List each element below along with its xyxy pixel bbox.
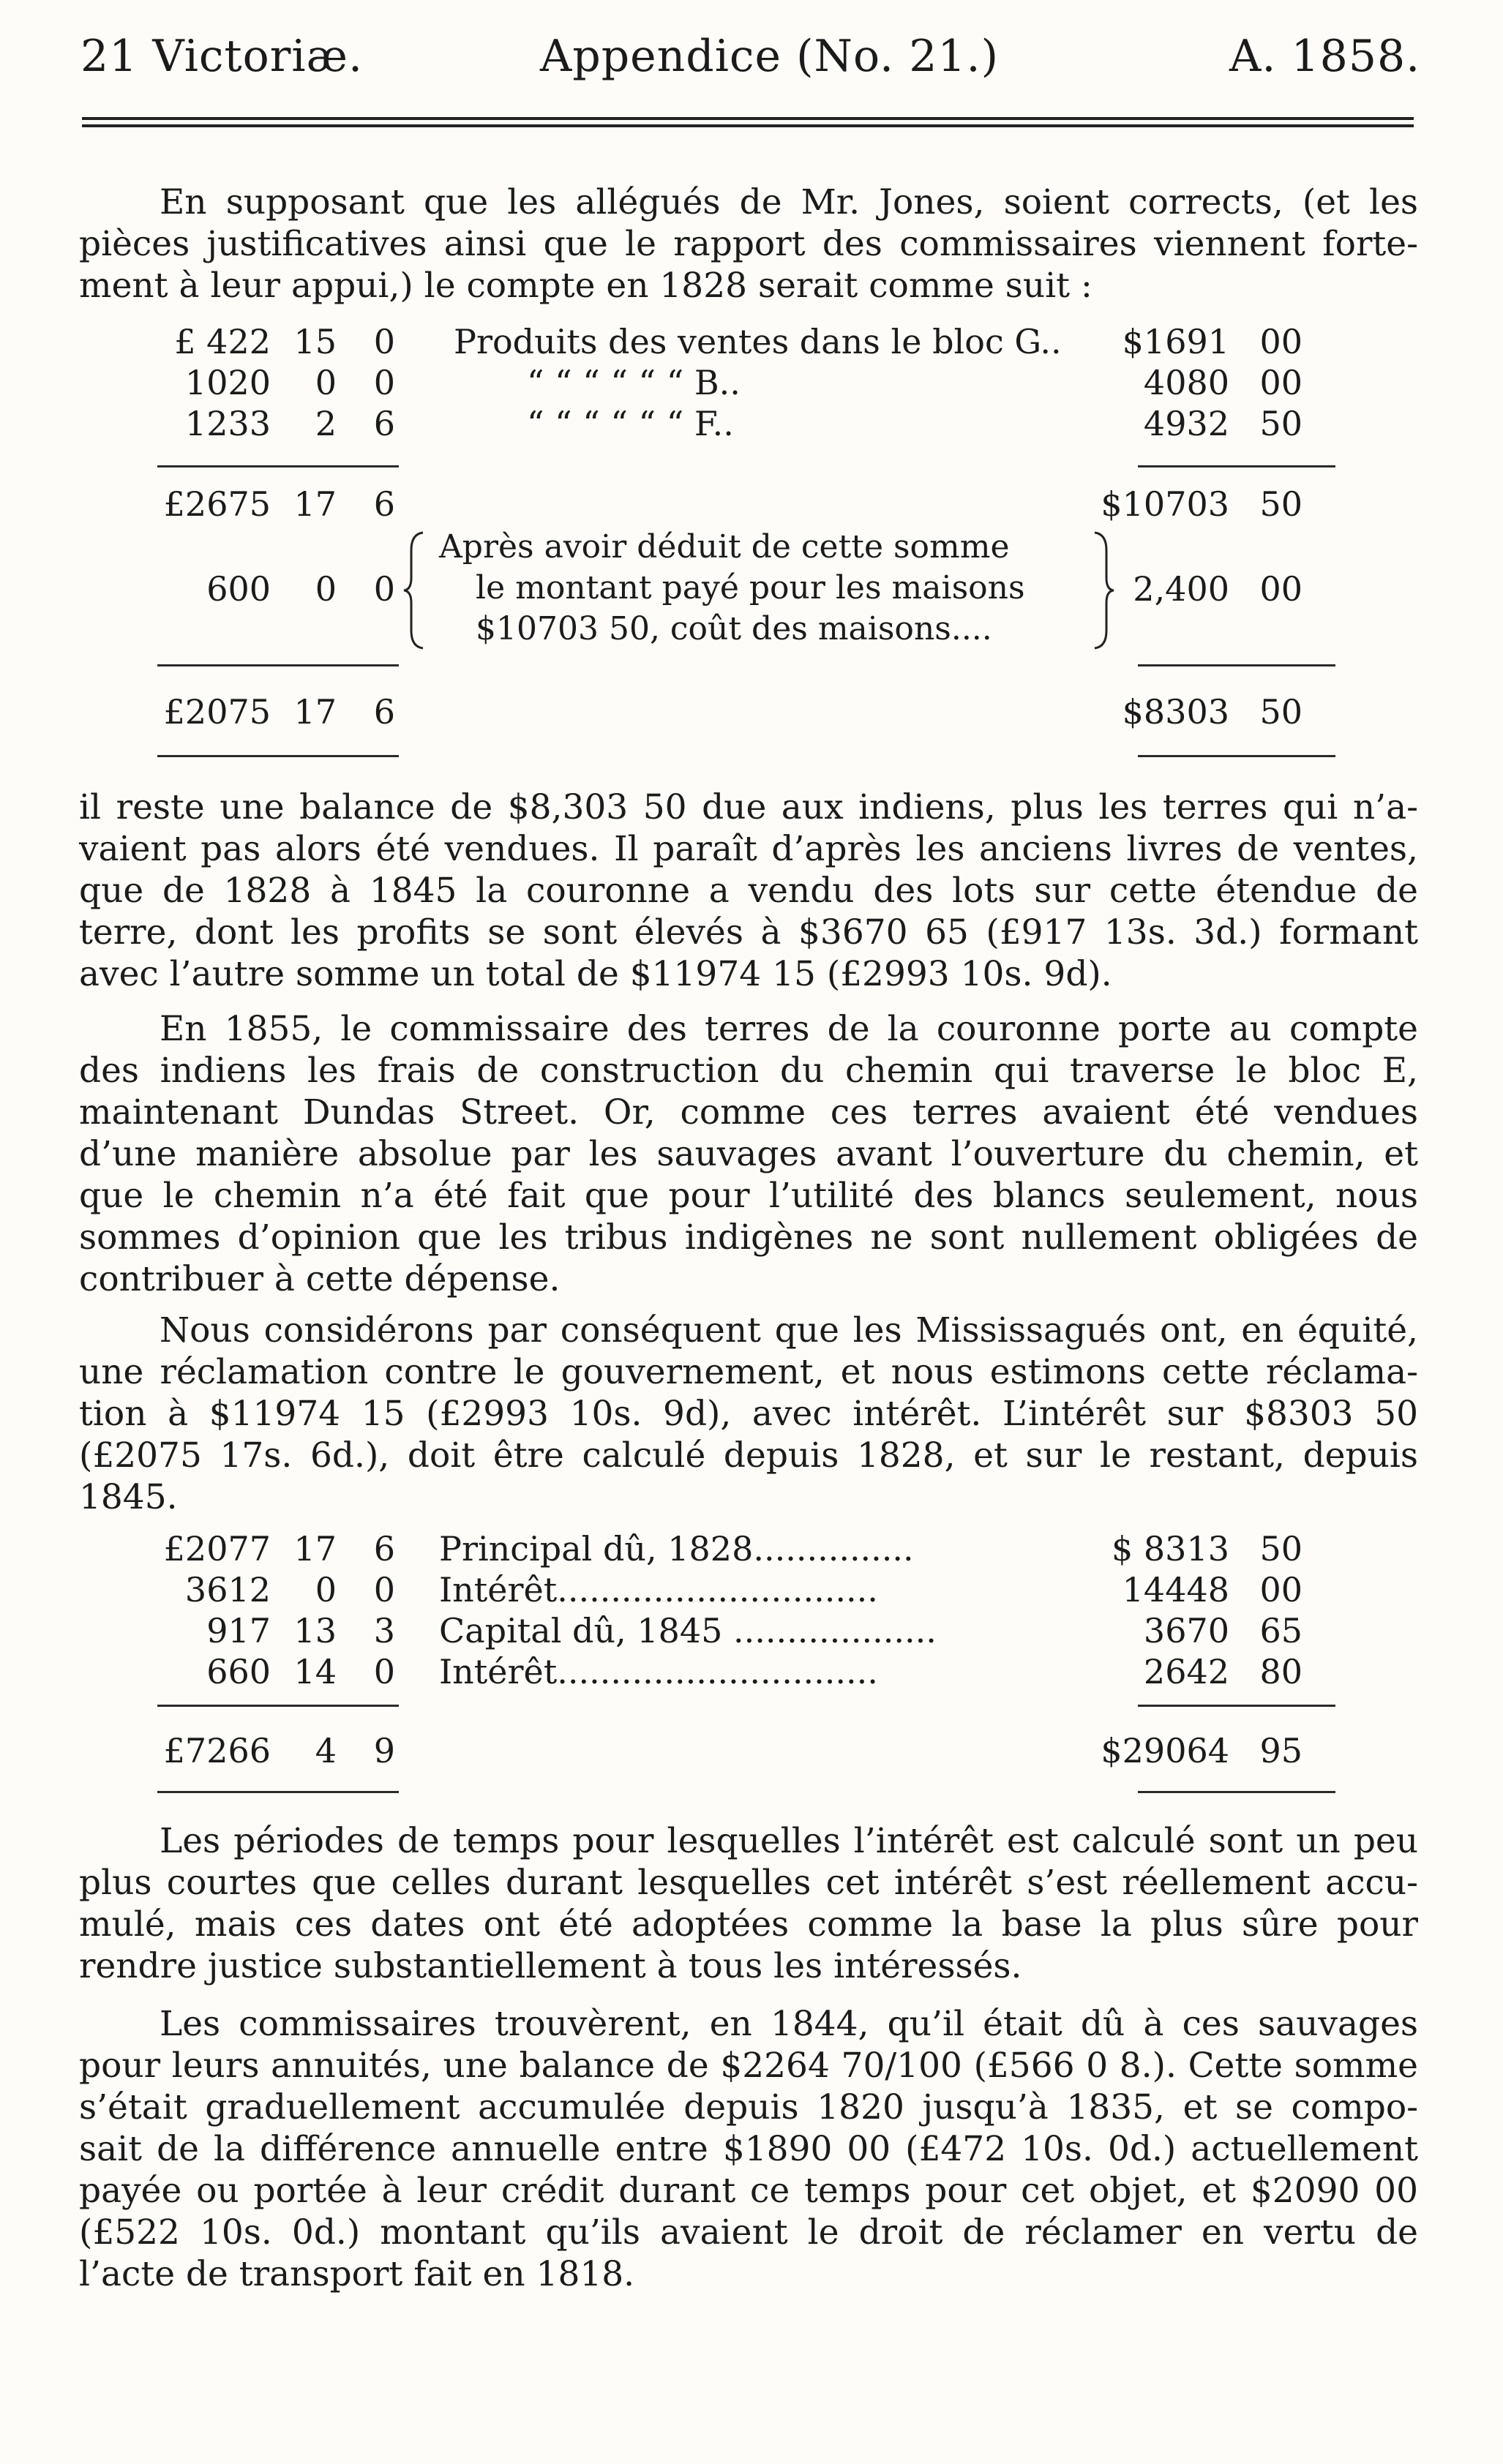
pence-cell: 0	[373, 322, 395, 361]
cents-cell: 00	[1259, 363, 1303, 402]
dollars-cell: 4080	[1143, 363, 1229, 402]
shillings-cell: 17	[293, 484, 337, 524]
text-line: d’une manière absolue par les sauvages avant l’ouverture du chemin, et	[79, 1134, 1418, 1174]
shillings-cell: 0	[315, 569, 337, 609]
text-line: une réclamation contre le gouvernement, et nous estimons cette réclama-	[79, 1352, 1418, 1392]
text-line: l’acte de transport fait en 1818.	[79, 2254, 635, 2294]
row-label: Intérêt..............................	[439, 1652, 878, 1691]
dollars-cell: $1691	[1122, 322, 1229, 361]
dollars-cell: $8303	[1122, 692, 1229, 732]
paragraph-claim	[79, 1310, 1418, 1518]
pence-cell: 0	[373, 1570, 395, 1610]
text-line: tion à $11974 15 (£2993 10s. 9d), avec intérêt. L’intérêt sur $8303 50	[79, 1394, 1418, 1434]
dollars-cell: $29064	[1101, 1731, 1229, 1770]
text-line: s’était graduellement accumulée depuis 1820 jusqu’à 1835, et se compo-	[79, 2087, 1418, 2127]
text-line: contribuer à cette dépense.	[79, 1259, 561, 1299]
header-session: 21 Victoriæ.	[80, 31, 364, 82]
deduction-label-line: Après avoir déduit de cette somme	[439, 528, 1010, 566]
sum-rule	[157, 755, 399, 757]
text-line: avec l’autre somme un total de $11974 15 (£2993 10s. 9d).	[79, 954, 1112, 994]
text-line: sait de la différence annuelle entre $1890 00 (£472 10s. 0d.) actuellement	[79, 2129, 1418, 2169]
shillings-cell: 4	[315, 1731, 337, 1770]
text-line: que de 1828 à 1845 la couronne a vendu des lots sur cette étendue de	[79, 871, 1418, 911]
pence-cell: 6	[373, 1529, 395, 1569]
row-label: Capital dû, 1845 ...................	[439, 1611, 937, 1650]
cents-cell: 95	[1259, 1731, 1303, 1770]
text-line: ment à leur appui,) le compte en 1828 serait comme suit :	[79, 266, 1092, 306]
pence-cell: 6	[373, 404, 395, 443]
text-line: En 1855, le commissaire des terres de la couronne porte au compte	[160, 1009, 1418, 1049]
pounds-cell: £2675	[163, 484, 271, 524]
deduction-label-line: $10703 50, coût des maisons....	[476, 610, 992, 647]
text-line: des indiens les frais de construction du chemin qui traverse le bloc E,	[79, 1051, 1418, 1091]
pounds-cell: £ 422	[174, 322, 271, 361]
text-line: (£522 10s. 0d.) montant qu’ils avaient le droit de réclamer en vertu de	[79, 2212, 1418, 2253]
shillings-cell: 0	[315, 1570, 337, 1610]
shillings-cell: 2	[315, 404, 337, 443]
pence-cell: 9	[373, 1731, 395, 1770]
text-line: mulé, mais ces dates ont été adoptées comme la base la plus sûre pour	[79, 1904, 1418, 1945]
cents-cell: 50	[1259, 692, 1303, 732]
header-appendix: Appendice (No. 21.)	[540, 31, 1000, 82]
pounds-cell: £2075	[163, 692, 271, 732]
left-brace-icon	[401, 528, 430, 653]
header-rule	[82, 117, 1414, 120]
text-line: terre, dont les profits se sont élevés à $3670 65 (£917 13s. 3d.) formant	[79, 912, 1418, 953]
sum-rule	[1138, 1791, 1335, 1793]
dollars-cell: 3670	[1143, 1611, 1229, 1650]
row-label: Produits des ventes dans le bloc G..	[454, 322, 1062, 361]
row-label: “ “ “ “ “ “ B..	[527, 363, 741, 402]
pounds-cell: 600	[206, 569, 271, 609]
pounds-cell: 1020	[184, 363, 271, 402]
paragraph-balance	[79, 786, 1418, 995]
sum-rule	[1138, 465, 1335, 467]
pence-cell: 3	[373, 1611, 395, 1650]
row-label: “ “ “ “ “ “ F..	[527, 404, 734, 443]
dollars-cell: 2,400	[1133, 569, 1229, 609]
text-line: maintenant Dundas Street. Or, comme ces terres avaient été vendues	[79, 1092, 1418, 1133]
text-line: payée ou portée à leur crédit durant ce temps pour cet objet, et $2090 00	[79, 2171, 1418, 2211]
header-year: A. 1858.	[1229, 31, 1421, 82]
pounds-cell: 660	[206, 1652, 271, 1691]
cents-cell: 00	[1259, 1570, 1303, 1610]
text-line: rendre justice substantiellement à tous les intéressés.	[79, 1946, 1022, 1986]
text-line: que le chemin n’a été fait que pour l’utilité des blancs seulement, nous	[79, 1176, 1418, 1216]
paragraph-annuities	[79, 2003, 1418, 2295]
dollars-cell: 14448	[1122, 1570, 1229, 1610]
cents-cell: 00	[1259, 569, 1303, 609]
paragraph-dundas	[79, 1008, 1418, 1300]
shillings-cell: 0	[315, 363, 337, 402]
cents-cell: 00	[1259, 322, 1303, 361]
dollars-cell: $10703	[1101, 484, 1229, 524]
dollars-cell: 2642	[1143, 1652, 1229, 1691]
dollars-cell: $ 8313	[1112, 1529, 1229, 1569]
pounds-cell: 1233	[184, 404, 271, 443]
row-label: Intérêt..............................	[439, 1570, 878, 1610]
cents-cell: 80	[1259, 1652, 1303, 1691]
text-line: pour leurs annuités, une balance de $2264 70/100 (£566 0 8.). Cette somme	[79, 2046, 1418, 2086]
pence-cell: 0	[373, 569, 395, 609]
text-line: Les périodes de temps pour lesquelles l’intérêt est calculé sont un peu	[160, 1821, 1418, 1861]
text-line: sommes d’opinion que les tribus indigènes ne sont nullement obligées de	[79, 1217, 1418, 1258]
text-line: Nous considérons par conséquent que les Mississagués ont, en équité,	[160, 1310, 1418, 1351]
pence-cell: 6	[373, 692, 395, 732]
shillings-cell: 15	[293, 322, 337, 361]
dollars-cell: 4932	[1143, 404, 1229, 443]
text-line: il reste une balance de $8,303 50 due aux indiens, plus les terres qui n’a-	[79, 787, 1418, 827]
header-rule	[82, 124, 1414, 127]
shillings-cell: 17	[293, 692, 337, 732]
text-line: plus courtes que celles durant lesquelles cet intérêt s’est réellement accu-	[79, 1863, 1418, 1903]
shillings-cell: 17	[293, 1529, 337, 1569]
cents-cell: 50	[1259, 404, 1303, 443]
text-line: (£2075 17s. 6d.), doit être calculé depuis 1828, et sur le restant, depuis	[79, 1435, 1418, 1476]
paragraph-periods	[79, 1820, 1418, 1987]
shillings-cell: 13	[293, 1611, 337, 1650]
text-line: vaient pas alors été vendues. Il paraît d’après les anciens livres de ventes,	[79, 829, 1418, 869]
sum-rule	[157, 465, 399, 467]
pounds-cell: £2077	[163, 1529, 271, 1569]
pounds-cell: 3612	[184, 1570, 271, 1610]
row-label: Principal dû, 1828...............	[439, 1529, 914, 1569]
pounds-cell: 917	[206, 1611, 271, 1650]
sum-rule	[1138, 664, 1335, 666]
sum-rule	[1138, 755, 1335, 757]
cents-cell: 50	[1259, 1529, 1303, 1569]
cents-cell: 65	[1259, 1611, 1303, 1650]
sum-rule	[157, 1705, 399, 1707]
sum-rule	[157, 1791, 399, 1793]
text-line: pièces justificatives ainsi que le rapport des commissaires viennent forte-	[79, 224, 1418, 264]
pence-cell: 6	[373, 484, 395, 524]
text-line: 1845.	[79, 1477, 178, 1517]
pence-cell: 0	[373, 1652, 395, 1691]
cents-cell: 50	[1259, 484, 1303, 524]
pounds-cell: £7266	[163, 1731, 271, 1770]
paragraph-intro	[79, 181, 1418, 307]
sum-rule	[157, 664, 399, 666]
pence-cell: 0	[373, 363, 395, 402]
shillings-cell: 14	[293, 1652, 337, 1691]
text-line: Les commissaires trouvèrent, en 1844, qu’il était dû à ces sauvages	[160, 2004, 1418, 2044]
sum-rule	[1138, 1705, 1335, 1707]
deduction-label-line: le montant payé pour les maisons	[476, 569, 1025, 606]
text-line: En supposant que les allégués de Mr. Jones, soient corrects, (et les	[160, 182, 1418, 222]
